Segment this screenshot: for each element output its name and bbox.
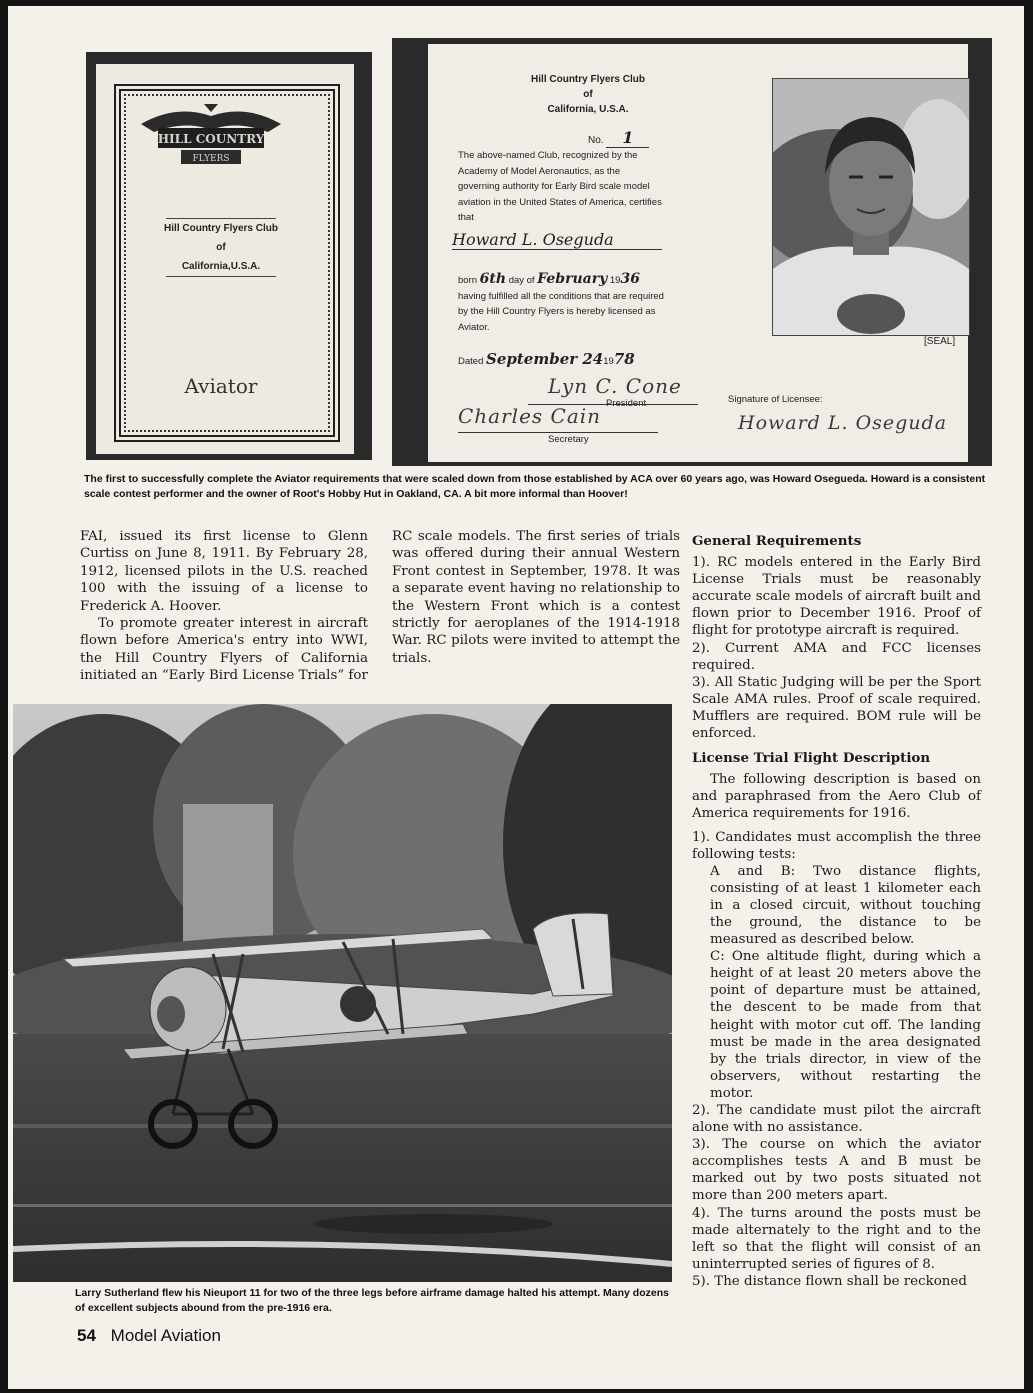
top-photo-caption: The first to successfully complete the Aviator requirements that were scaled down from those established by ACA over 60 years ago, was Howard Osegueda. Howard is a consistent scale contest performer and the owner of Root's Hobby Hut in Oakland, CA. A bit more informal than Hoover! [84, 473, 986, 500]
certificate-dated: Dated September 241978 [458, 350, 635, 368]
license-card [96, 64, 354, 454]
president-label: President [606, 398, 647, 409]
certificate-location: California, U.S.A. [547, 104, 629, 115]
text-column-2 [392, 528, 680, 667]
flight-item-4: 4). The turns around the posts must be made alternately to the right and to the left so that the flight will consist of an uninterrupted series of figures of 8. [692, 1205, 981, 1272]
secretary-label: Secretary [548, 434, 589, 445]
text-column-3 [692, 533, 981, 1290]
seal-label: [SEAL] [924, 336, 956, 347]
president-signature: Lyn C. Cone [548, 374, 682, 398]
licensee-name: Howard L. Oseguda [452, 230, 662, 250]
flight-item-1: 1). Candidates must accomplish the three following tests: [692, 829, 981, 862]
certificate-of: of [583, 89, 593, 100]
flight-item-1-c: C: One altitude flight, during which a height of at least 20 meters above the point of departure must be attained, the descent to be made from that height with motor cut off. The landing must be made in the area designated by the trials director, in view of the observers, without restarting the motor. [710, 949, 981, 1101]
nieuport-biplane-icon [13, 704, 672, 1282]
flight-item-5: 5). The distance flown shall be reckoned [692, 1273, 967, 1289]
page-footer [77, 1326, 221, 1346]
portrait-photo [772, 78, 970, 336]
card-location: California,U.S.A. [181, 261, 261, 272]
licensee-signature-label: Signature of Licensee: [728, 394, 823, 405]
svg-text:HILL COUNTRY: HILL COUNTRY [157, 132, 265, 146]
certificate-number: No. 1 [588, 128, 649, 147]
certificate-body: The above-named Club, recognized by the Academy of Model Aeronautics, as the governing authority for Early Bird scale model aviation in the United States of America, certifies that [458, 150, 662, 223]
nieuport-photo [13, 704, 672, 1282]
card-club-name: Hill Country Flyers Club [164, 223, 278, 234]
text-column-1 [80, 528, 368, 685]
certificate-born: born 6th day of February 1936 having fulfilled all the conditions that are required by the Hill Country Flyers is hereby licensed as Aviator. [458, 272, 668, 335]
certificate-club: Hill Country Flyers Club [531, 74, 645, 85]
card-of: of [216, 242, 226, 253]
card-club-block [126, 214, 316, 281]
certificate-conditions: having fulfilled all the conditions that are required by the Hill Country Flyers is hereby licensed as Aviator. [458, 290, 664, 333]
certificate-header [488, 72, 688, 117]
requirement-2: 2). Current AMA and FCC licenses required. [692, 640, 981, 673]
page-number: 54 [77, 1326, 96, 1345]
svg-text:FLYERS: FLYERS [192, 154, 230, 164]
plane-photo-caption: Larry Sutherland flew his Nieuport 11 for two of the three legs before airframe damage halted his attempt. Many dozens of excellent subjects abound from the pre-1916 era. [75, 1287, 669, 1314]
card-title: Aviator [184, 374, 258, 398]
col2-paragraph-1: RC scale models. The first series of trials was offered during their annual Western Front contest in September, 1978. It was a separate event having no relationship to the Western Front which is a contest strictly for aeroplanes of the 1914-1918 War. RC pilots were invited to attempt the trials. [392, 529, 680, 666]
requirement-1: 1). RC models entered in the Early Bird License Trials must be reasonably accurate scale models of aircraft built and flown prior to December 1916. Proof of flight for prototype aircraft is required. [692, 555, 981, 639]
secretary-signature: Charles Cain [458, 404, 602, 428]
club-emblem-icon [136, 102, 286, 174]
certificate-face [428, 44, 968, 462]
flight-item-1-ab: A and B: Two distance flights, consisting of at least 1 kilometer each in a closed circuit, without touching the ground, the distance to be measured as described below. [710, 863, 981, 948]
license-card-photo [86, 52, 372, 460]
magazine-page [8, 6, 1024, 1389]
magazine-name: Model Aviation [110, 1326, 221, 1345]
col1-paragraph-1: FAI, issued its first license to Glenn Curtiss on June 8, 1911. By February 28, 1912, licensed pilots in the U.S. reached 100 with the issuing of a license to Frederick A. Hoover. [80, 529, 368, 614]
flight-description-heading: License Trial Flight Description [692, 750, 931, 767]
flight-intro: The following description is based on and paraphrased from the Aero Club of America requirements for 1916. [692, 772, 981, 822]
flight-item-3: 3). The course on which the aviator accomplishes tests A and B must be marked out by two posts situated not more than 200 meters apart. [692, 1137, 981, 1204]
license-certificate-photo [392, 38, 992, 466]
general-requirements-heading: General Requirements [692, 533, 862, 549]
col1-paragraph-2: To promote greater interest in aircraft flown before America's entry into WWI, the Hill Country Flyers of California initiated an “Early Bird License Trials” for [80, 616, 368, 684]
licensee-signature: Howard L. Oseguda [738, 412, 948, 434]
flight-item-2: 2). The candidate must pilot the aircraft alone with no assistance. [692, 1103, 981, 1136]
requirement-3: 3). All Static Judging will be per the Sport Scale AMA rules. Proof of scale required. Mufflers are required. BOM rule will be enforced. [692, 674, 981, 742]
